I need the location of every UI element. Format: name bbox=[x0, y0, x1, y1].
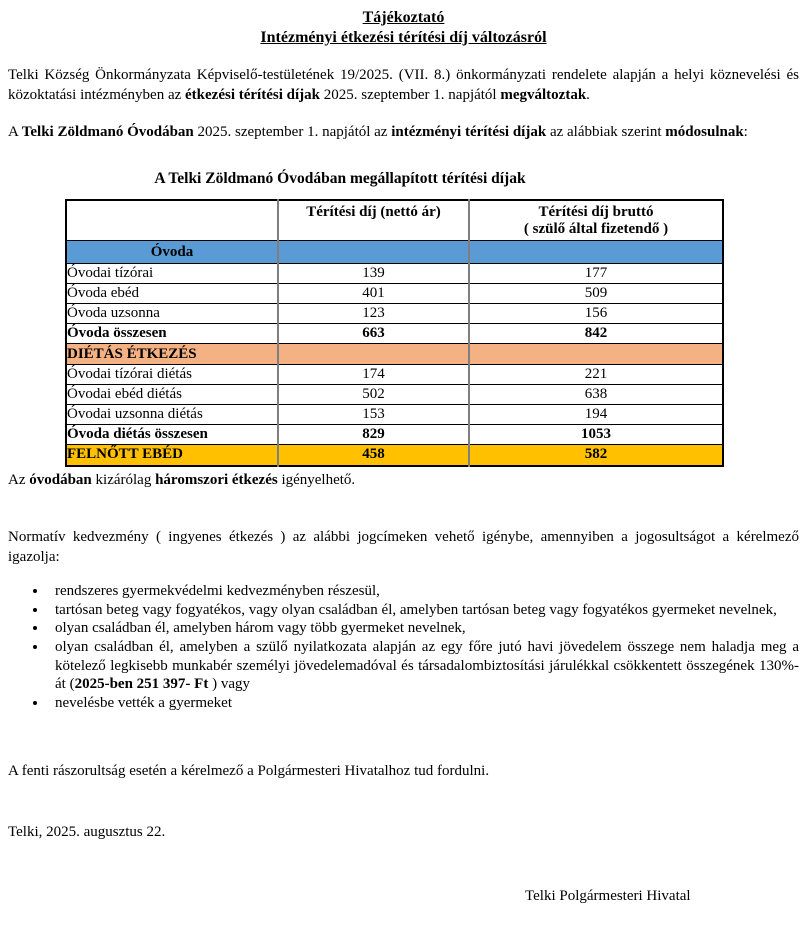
normative-paragraph: Normatív kedvezmény ( ingyenes étkezés ) az alábbi jogcímeken vehető igénybe, amennyiben a jogosultságot a kérelmező igazolja: bbox=[8, 529, 799, 565]
cell-brutto: 638 bbox=[469, 385, 723, 405]
cell-label: DIÉTÁS ÉTKEZÉS bbox=[66, 344, 278, 365]
meal-note: Az óvodában kizárólag háromszori étkezés igényelhető. bbox=[8, 471, 356, 488]
cell-netto: 502 bbox=[278, 385, 469, 405]
cell-label: Óvoda uzsonna bbox=[66, 304, 278, 324]
list-item: • tartósan beteg vagy fogyatékos, vagy olyan családban él, amelyben tartósan beteg vagy fogyatékos gyermeket nevelnek, bbox=[48, 601, 799, 620]
intro-paragraph: Telki Község Önkormányzata Képviselő-testületének 19/2025. (VII. 8.) önkormányzati rendelete alapján a helyi köznevelési és közoktatási intézményben az étkezési térítési díjak 2025. szeptember 1. napjától megváltoztak. bbox=[8, 67, 799, 103]
signature: Telki Polgármesteri Hivatal bbox=[525, 888, 691, 905]
cell-label: FELNŐTT EBÉD bbox=[66, 445, 278, 466]
cell-netto bbox=[278, 241, 469, 264]
header-netto-cell: Térítési díj (nettó ár) bbox=[278, 200, 469, 241]
cell-label: Óvodai tízórai bbox=[66, 264, 278, 284]
cell-netto: 663 bbox=[278, 324, 469, 344]
table-row-felnott-ebed bbox=[66, 445, 723, 466]
cell-netto: 401 bbox=[278, 284, 469, 304]
cell-label: Óvodai uzsonna diétás bbox=[66, 405, 278, 425]
list-item: • olyan családban él, amelyben a szülő nyilatkozata alapján az egy főre jutó havi jövedelem összege nem haladja meg a kötelező legkisebb munkabér személyi jövedelemadóval és társadalombiztosítási járulékkal csökkentett összegének 130%-át (2025-ben 251 397- Ft ) vagy bbox=[48, 638, 799, 694]
table-row bbox=[66, 304, 723, 324]
cell-brutto: 582 bbox=[469, 445, 723, 466]
table-row bbox=[66, 284, 723, 304]
cell-brutto: 842 bbox=[469, 324, 723, 344]
table-row bbox=[66, 264, 723, 284]
table-row bbox=[66, 405, 723, 425]
table-row-total-dietas bbox=[66, 425, 723, 445]
cell-label: Óvodai ebéd diétás bbox=[66, 385, 278, 405]
cell-label: Óvoda ebéd bbox=[66, 284, 278, 304]
list-item: • nevelésbe vették a gyermeket bbox=[48, 694, 799, 713]
cell-netto: 458 bbox=[278, 445, 469, 466]
cell-brutto: 1053 bbox=[469, 425, 723, 445]
cell-brutto bbox=[469, 241, 723, 264]
institution-paragraph: A Telki Zöldmanó Óvodában 2025. szeptember 1. napjától az intézményi térítési díjak az alábbiak szerint módosulnak: bbox=[8, 124, 748, 140]
table-row bbox=[66, 365, 723, 385]
table-caption: A Telki Zöldmanó Óvodában megállapított térítési díjak bbox=[154, 169, 526, 187]
page-subtitle: Intézményi étkezési térítési díj változásról bbox=[260, 29, 547, 46]
closing-paragraph: A fenti rászorultság esetén a kérelmező a Polgármesteri Hivatalhoz tud fordulni. bbox=[8, 763, 490, 780]
cell-brutto: 221 bbox=[469, 365, 723, 385]
table-row bbox=[66, 385, 723, 405]
cell-label: Óvoda diétás összesen bbox=[66, 425, 278, 445]
table-section-ovoda bbox=[66, 241, 723, 264]
page-title: Tájékoztató bbox=[362, 9, 445, 26]
cell-brutto: 177 bbox=[469, 264, 723, 284]
cell-brutto: 156 bbox=[469, 304, 723, 324]
cell-netto: 174 bbox=[278, 365, 469, 385]
table-header-row bbox=[66, 200, 723, 241]
cell-label: Óvodai tízórai diétás bbox=[66, 365, 278, 385]
cell-brutto bbox=[469, 344, 723, 365]
date-line: Telki, 2025. augusztus 22. bbox=[8, 823, 166, 840]
cell-netto: 153 bbox=[278, 405, 469, 425]
cell-brutto: 194 bbox=[469, 405, 723, 425]
cell-netto bbox=[278, 344, 469, 365]
cell-netto: 829 bbox=[278, 425, 469, 445]
table-row-total-ovoda bbox=[66, 324, 723, 344]
header-brutto-cell: Térítési díj bruttó ( szülő által fizetendő ) bbox=[469, 200, 723, 241]
benefit-list bbox=[8, 582, 799, 712]
list-item: • olyan családban él, amelyben három vagy több gyermeket nevelnek, bbox=[48, 619, 799, 638]
list-item: • rendszeres gyermekvédelmi kedvezményben részesül, bbox=[48, 582, 799, 601]
cell-netto: 139 bbox=[278, 264, 469, 284]
fees-table bbox=[65, 199, 724, 467]
header-empty-cell bbox=[66, 200, 278, 241]
cell-label: Óvoda összesen bbox=[66, 324, 278, 344]
cell-netto: 123 bbox=[278, 304, 469, 324]
document-title bbox=[8, 8, 799, 48]
cell-label: Óvoda bbox=[66, 241, 278, 264]
cell-brutto: 509 bbox=[469, 284, 723, 304]
table-section-dietas bbox=[66, 344, 723, 365]
